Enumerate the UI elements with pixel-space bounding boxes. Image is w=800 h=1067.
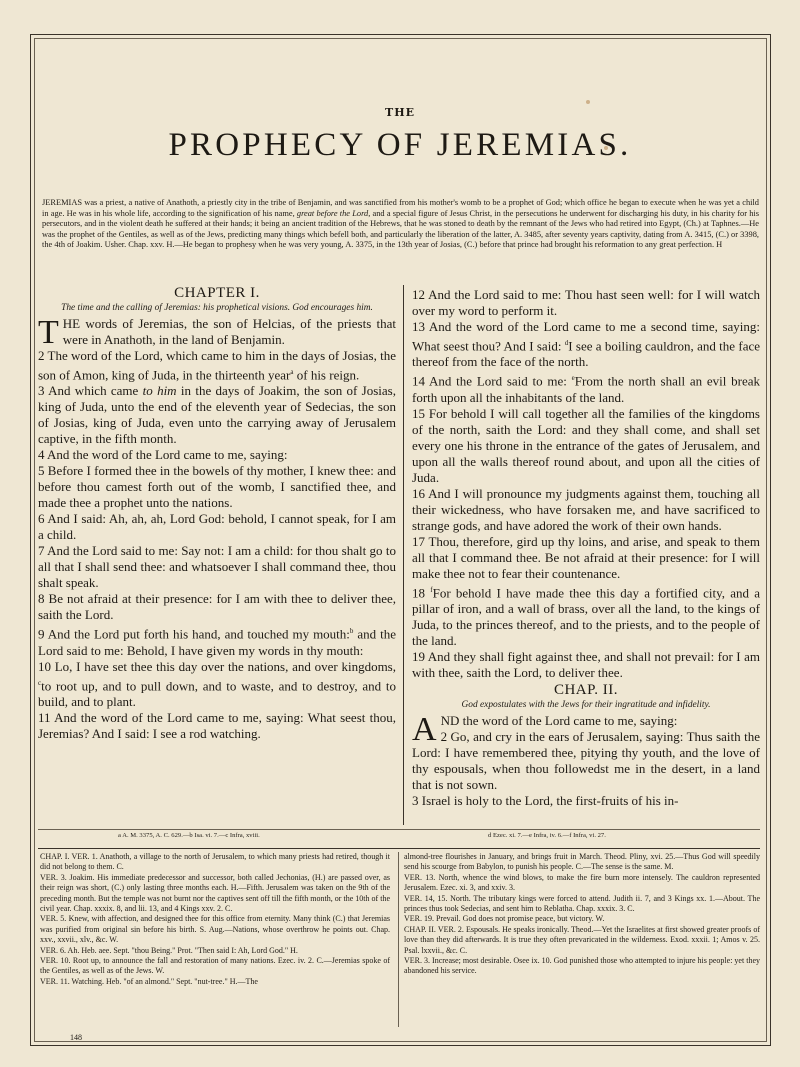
page-title: PROPHECY OF JEREMIAS. bbox=[168, 127, 632, 163]
commentary-note: VER. 3. Joakim. His immediate predecessor and successor, both called Jechonias, (H.) are passed over, as their reign was short, (C.) only lasting three months each. H.—Fifth. Jerusalem was taken on the 9th of the preceding month. But the temple was not burnt nor the captives sent off till the fifth month, or the 10th of the civil year. Chap. xxxix. 8, and lii. 13, and 4 Kings xxv. 2. C. bbox=[40, 872, 390, 914]
verse-text: and the Lord said to me: Behold, I have given my words in thy mouth: bbox=[38, 626, 397, 658]
footnote-marker: f bbox=[430, 585, 433, 594]
chapter-summary: God expostulates with the Jews for their ingratitude and infidelity. bbox=[461, 699, 711, 710]
commentary-note: VER. 10. Root up, to announce the fall and restoration of many nations. Ezec. iv. 2. C.—Jeremias spoke of the Gentiles, as well as of the Jews. W. bbox=[40, 956, 390, 976]
footnote-marker: e bbox=[571, 374, 575, 383]
verse-12: 12 And the Lord said to me: Thou hast seen well: for I will watch over my word to perform it. bbox=[412, 287, 760, 318]
footnote-marker: c bbox=[38, 678, 42, 687]
commentary-left bbox=[40, 852, 390, 987]
verse-19: 19 And they shall fight against thee, and shall not prevail: for I am with thee, saith the Lord, to deliver thee. bbox=[412, 648, 760, 680]
commentary-note: VER. 3. Increase; most desirable. Osee ix. 10. God punished those who attempted to injure his people: yet they abandoned his service. bbox=[404, 956, 760, 976]
verse-5: 5 Before I formed thee in the bowels of thy mother, I knew thee: and before thou camest forth out of the womb, I sanctified thee, and made thee a prophet unto the nations. bbox=[38, 463, 396, 511]
verse-text: 18 bbox=[412, 584, 431, 600]
commentary-note: almond-tree flourishes in January, and brings fruit in March. Theod. Pliny, xvi. 25.—Thus God will speedily send his scourge from Babylon, to punish his people. C.—The sense is the same. M. bbox=[404, 852, 760, 872]
verse-text: to root up, and to pull down, and to waste, and to destroy, and to build, and to plant. bbox=[38, 677, 396, 709]
verse-8: 8 Be not afraid at their presence: for I am with thee to deliver thee, saith the Lord. bbox=[38, 591, 396, 623]
commentary-divider bbox=[38, 848, 760, 849]
verse-3: 3 Israel is holy to the Lord, the first-fruits of his in- bbox=[412, 792, 679, 808]
verse-text: 9 And the Lord put forth his hand, and touched my mouth: bbox=[38, 626, 350, 642]
chapter-heading: CHAP. II. bbox=[553, 681, 619, 698]
title-article: THE bbox=[385, 106, 415, 119]
verse-10 bbox=[38, 659, 396, 710]
commentary-right bbox=[404, 852, 760, 977]
verse-13 bbox=[412, 319, 760, 370]
verse-italic: to him bbox=[142, 383, 177, 399]
verse-text: I see a boiling cauldron, and the face thereof from the face of the north. bbox=[412, 338, 761, 370]
commentary-note: VER. 14, 15. North. The tributary kings were forced to attend. Judith ii. 7, and 3 Kings xx. 1.—About. The princes thus took Sedecias, and sent him to Reblatha. Chap. xxxix. 3. C. bbox=[404, 893, 760, 914]
verse-9 bbox=[38, 623, 396, 658]
verse-3 bbox=[38, 383, 396, 447]
verse-4: 4 And the word of the Lord came to me, saying: bbox=[38, 447, 288, 463]
commentary-note: VER. 5. Knew, with affection, and designed thee for this office from eternity. Many think (C.) that Jeremias was purified from original sin before his birth. S. Aug.—Nations, whose overthrow he points out. Chap. xxv., xxvii., xlv., &c. W. bbox=[40, 914, 390, 945]
intro-text-cont: , and a special figure of Jesus Christ, in the persecutions he underwent for discharging his duty, in his charity for his persecutors, and in the violent death he suffered at their hands; it being an ancient tradition of the Hebrews, that he was stoned to death by the remnant of the Jews who had retired into Egypt, (Ch.) at Taphnes.—He was the prophet of the Gentiles, as well as of the Jews, predicting many things which befell both, and particularly the liberation of the latter, A. 3485, after seventy years captivity, dating from A. 3415, (C.) or 3398, the 4th of Joakim. Usher. Chap. xxv. H.—He began to prophesy when he was very young, A. 3375, in the 13th year of Josias, (C.) before that prince had brought his reformation to any great perfection. H bbox=[42, 208, 759, 249]
chapter-heading: CHAPTER I. bbox=[174, 285, 260, 301]
intro-italic: great before the Lord bbox=[296, 208, 369, 218]
footnote-marker: a bbox=[290, 368, 294, 376]
verse-text: From the north shall an evil break forth upon all the inhabitants of the land. bbox=[412, 373, 760, 405]
verse-text: 3 And which came bbox=[38, 383, 143, 399]
verse-2: 2 Go, and cry in the ears of Jerusalem, saying: Thus saith the Lord: I have remembered thee, pitying thy youth, and the love of thy espousals, when thou followedst me in the desert, in a land that is not sown. bbox=[412, 728, 760, 792]
verse-text: 13 And the word of the Lord came to me a second time, saying: What seest thou? And I said: bbox=[412, 319, 760, 354]
drop-cap: T bbox=[38, 314, 59, 351]
verse-17: 17 Thou, therefore, gird up thy loins, and arise, and speak to them all that I command thee. Be not afraid at their presence: for I will make thee not to fear their countenance. bbox=[412, 533, 760, 581]
commentary-note: VER. 11. Watching. Heb. "of an almond." Sept. "nut-tree." H.—The bbox=[40, 976, 258, 986]
footnote-marker: d bbox=[564, 339, 569, 347]
verse-text: For behold I have made thee this day a fortified city, and a pillar of iron, and a wall of brass, over all the land, to the kings of Juda, to the princes thereof, and to the priests, and to the people of the land. bbox=[412, 584, 761, 648]
verse-text: of his reign. bbox=[293, 367, 360, 383]
verse-text: 14 And the Lord said to me: bbox=[412, 373, 572, 389]
left-column bbox=[38, 285, 396, 742]
right-column bbox=[412, 287, 760, 809]
page-number: 148 bbox=[70, 1033, 82, 1042]
intro-text: JEREMIAS was a priest, a native of Anathoth, a priestly city in the tribe of Benjamin, and was sanctified from his mother's womb to be a prophet of God; which office he began to execute when he was yet a child in age. He was in his whole life, according to the signification of his name, bbox=[42, 198, 759, 218]
commentary-note: VER. 19. Prevail. God does not promise peace, but victory. W. bbox=[404, 914, 605, 924]
verse-11: 11 And the word of the Lord came to me, saying: What seest thou, Jeremias? And I said: I see a rod watching. bbox=[38, 709, 396, 741]
verse-6: 6 And I said: Ah, ah, ah, Lord God: behold, I cannot speak, for I am a child. bbox=[38, 511, 396, 543]
verse-7: 7 And the Lord said to me: Say not: I am a child: for thou shalt go to all that I shall send thee: and whatsoever I shall command thee, thou shalt speak. bbox=[38, 543, 396, 591]
verse-text: 2 The word of the Lord, which came to him in the days of Josias, the son of Amon, king of Juda, in the thirteenth year bbox=[38, 348, 396, 383]
commentary-column-divider bbox=[398, 852, 399, 1027]
verse-15: 15 For behold I will call together all the families of the kingdoms of the north, saith the Lord: and they shall come, and shall set every one his throne in the entrance of the gates of Jerusalem, and upon all the walls thereof round about, and upon all the cities of Juda. bbox=[412, 405, 760, 485]
verse-18 bbox=[412, 582, 760, 649]
footnote-references-left: a A. M. 3375, A. C. 629.—b Isa. vi. 7.—c Infra, xviii. bbox=[118, 832, 260, 839]
drop-cap: A bbox=[412, 710, 437, 748]
footnote-divider bbox=[38, 829, 760, 830]
verse-2 bbox=[38, 348, 396, 383]
foxing-spot bbox=[586, 100, 590, 104]
footnote-references-right: d Ezec. xi. 7.—e Infra, iv. 6.—f Infra, vi. 27. bbox=[488, 832, 606, 839]
verse-1 bbox=[38, 314, 396, 351]
commentary-note: CHAP. II. VER. 2. Espousals. He speaks ironically. Theod.—Yet the Israelites at first showed greater proofs of love than they did afterwards. It is true they often prevaricated in the wilderness. Exod. xxxii. 1; Amos v. 25. Psal. lxxvii., &c. C. bbox=[404, 924, 760, 955]
book-introduction bbox=[42, 198, 759, 251]
footnote-marker: b bbox=[349, 627, 354, 636]
commentary-note: VER. 13. North, whence the wind blows, to make the fire burn more intensely. The cauldron represented Jerusalem. Ezec. xi. 3, and xxiv. 3. bbox=[404, 872, 760, 893]
verse-text: ND the word of the Lord came to me, saying: bbox=[440, 712, 678, 728]
commentary-note: CHAP. I. VER. 1. Anathoth, a village to the north of Jerusalem, to which many priests had retired, though it did not belong to them. C. bbox=[40, 852, 390, 872]
verse-text: in the days of Joakim, the son of Josias, king of Juda, unto the end of the eleventh year of Sedecias, the son of Josias, king of Juda, even unto the carrying away of Jerusalem captive, in the fifth month. bbox=[38, 383, 396, 447]
verse-text: HE words of Jeremias, the son of Helcias, of the priests that were in Anathoth, in the land of Benjamin. bbox=[62, 316, 396, 347]
verse-text: 10 Lo, I have set thee this day over the nations, and over kingdoms, bbox=[38, 658, 396, 674]
commentary-note: VER. 6. Ah. Heb. aee. Sept. "thou Being." Prot. "Then said I: Ah, Lord God." H. bbox=[40, 945, 298, 955]
column-divider bbox=[403, 285, 404, 825]
verse-14 bbox=[412, 370, 760, 405]
chapter-summary: The time and the calling of Jeremias: his prophetical visions. God encourages him. bbox=[61, 303, 373, 313]
verse-16: 16 And I will pronounce my judgments against them, touching all their wickedness, who have forsaken me, and have sacrificed to strange gods, and have adored the work of their own hands. bbox=[412, 485, 760, 533]
verse-1 bbox=[412, 710, 760, 748]
